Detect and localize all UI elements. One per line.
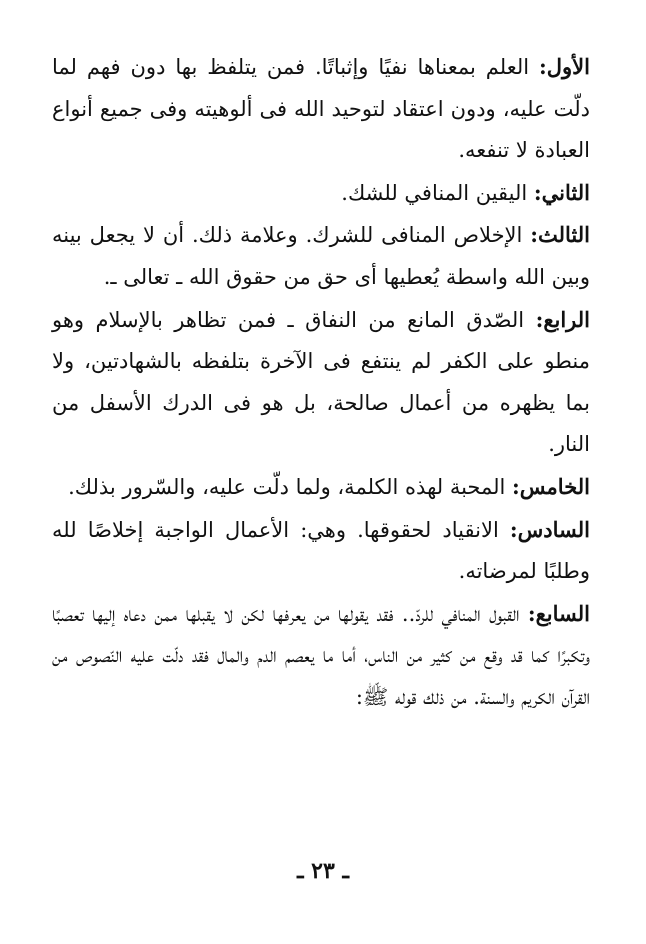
condition-second (52, 172, 590, 215)
condition-label: الرابع: (535, 306, 590, 332)
condition-label: الثاني: (533, 179, 590, 205)
condition-text: الصّدق المانع من النفاق ـ فمن تظاهر بالإسلام وهو منطو على الكفر لم ينتفع فى الآخرة بتلفظه بالشهادتين، ولا بما يظهره من أعمال صالحة، بل هو فى الدرك الأسفل من النار. (52, 307, 590, 457)
condition-text: الانقياد لحقوقها. وهي: الأعمال الواجبة إخلاصًا لله وطلبًا لمرضاته. (52, 517, 590, 584)
condition-text: المحبة لهذه الكلمة، ولما دلّت عليه، والسّرور بذلك. (68, 474, 513, 499)
condition-text: العلم بمعناها نفيًا وإثباتًا. فمن يتلفظ بها دون فهم لما دلّت عليه، ودون اعتقاد لتوحيد الله فى ألوهيته وفى جميع أنواع العبادة لا تنفعه. (52, 55, 590, 163)
condition-seventh (52, 593, 590, 719)
condition-fifth (52, 466, 590, 509)
condition-label: الخامس: (512, 473, 590, 499)
condition-sixth (52, 509, 590, 593)
condition-label: الثالث: (530, 222, 590, 248)
page-body (52, 46, 590, 719)
page-number: ـ ٢٣ ـ (297, 858, 349, 884)
condition-label: السابع: (527, 600, 590, 626)
condition-first (52, 46, 590, 172)
condition-text: الإخلاص المنافى للشرك. وعلامة ذلك. أن لا يجعل بينه وبين الله واسطة يُعطيها أى حق من حقوق الله ـ تعالى ـ. (52, 223, 590, 289)
condition-label: الأول: (539, 54, 590, 79)
condition-text: القبول المنافي للردّ.. فقد يقولها من يعرفها لكن لا يقبلها ممن دعاه إليها تعصبًا وتكبرًا كما قد وقع من كثير من الناس، أما ما يعصم الدم والمال فقد دلّت عليه النّصوص من القرآن الكريم والسنة. من ذلك قوله ﷺ: (52, 601, 590, 709)
condition-third (52, 214, 590, 298)
condition-fourth (52, 299, 590, 466)
condition-label: السادس: (509, 516, 590, 542)
condition-text: اليقين المنافي للشك. (341, 180, 534, 205)
